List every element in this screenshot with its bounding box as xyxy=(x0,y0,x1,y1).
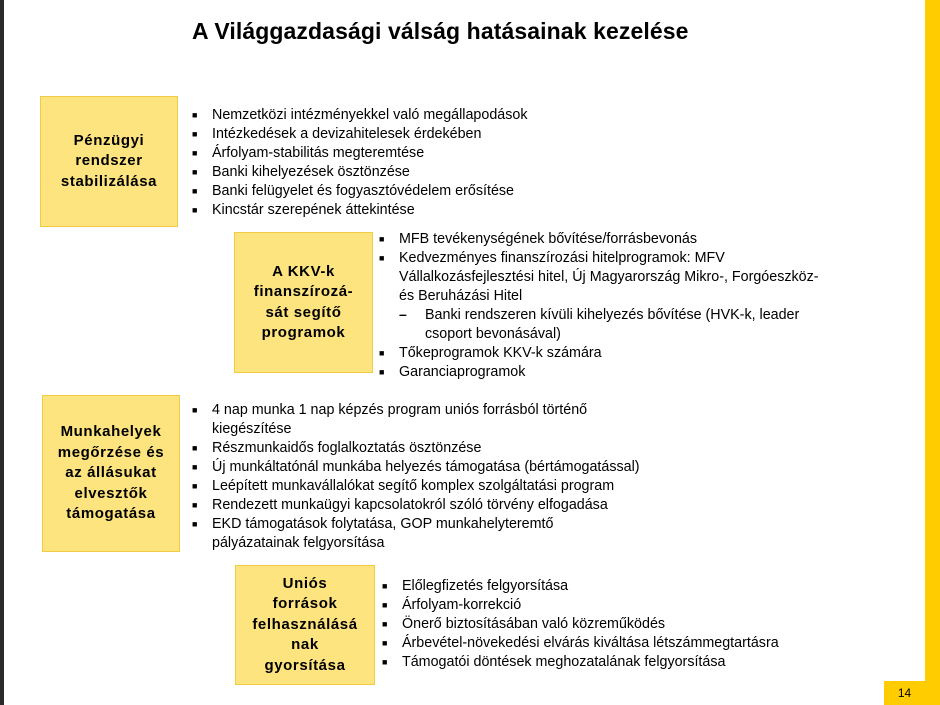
bullet-icon: ■ xyxy=(192,462,198,472)
bullet-icon: ■ xyxy=(192,110,198,120)
list-item: ■ MFB tevékenységének bővítése/forrásbevonás xyxy=(379,231,698,247)
bullet-icon: ■ xyxy=(379,348,385,358)
box-line: nak xyxy=(291,636,319,654)
bullet-icon: ■ xyxy=(192,481,198,491)
bullet-icon: ■ xyxy=(192,129,198,139)
box-line: támogatása xyxy=(66,505,156,523)
box-line: Pénzügyi xyxy=(73,131,145,149)
list-item: ■ Intézkedések a devizahitelesek érdekében xyxy=(192,126,482,142)
bullet-icon: ■ xyxy=(192,186,198,196)
box-line: források xyxy=(272,595,338,613)
bullet-icon: ■ xyxy=(192,405,198,415)
bullet-icon: ■ xyxy=(192,167,198,177)
bullet-icon: ■ xyxy=(382,657,388,667)
dash-icon: – xyxy=(399,306,407,322)
list-item: ■ Támogatói döntések meghozatalának felgyorsítása xyxy=(382,654,726,670)
box-line: rendszer xyxy=(75,152,143,170)
list-item: ■ Árfolyam-stabilitás megteremtése xyxy=(192,145,425,161)
page-number: 14 xyxy=(884,681,925,705)
bullet-icon: ■ xyxy=(192,148,198,158)
list-item-continuation: kiegészítése xyxy=(212,421,292,437)
bullet-icon: ■ xyxy=(382,581,388,591)
box-line: A KKV-k xyxy=(272,262,335,280)
slide-title: A Világgazdasági válság hatásainak kezelése xyxy=(192,18,689,44)
bullet-icon: ■ xyxy=(192,205,198,215)
bullet-icon: ■ xyxy=(379,367,385,377)
box-line: Uniós xyxy=(282,574,328,592)
box-line: elvesztők xyxy=(74,484,148,502)
box-line: Munkahelyek xyxy=(60,423,162,441)
list-item-continuation: Vállalkozásfejlesztési hitel, Új Magyarország Mikro-, Forgóeszköz- xyxy=(399,269,819,285)
list-item: ■ Kedvezményes finanszírozási hitelprogramok: MFV xyxy=(379,250,725,266)
box-sme-financing xyxy=(234,232,373,373)
list-item: ■ Kincstár szerepének áttekintése xyxy=(192,202,415,218)
list-financial-measures xyxy=(192,106,527,220)
list-item: ■ Tőkeprogramok KKV-k számára xyxy=(379,345,602,361)
sub-list-item-continuation: csoport bevonásával) xyxy=(425,326,561,342)
list-item: ■ Részmunkaidős foglalkoztatás ösztönzése xyxy=(192,440,482,456)
list-item: ■ Leépített munkavállalókat segítő komplex szolgáltatási program xyxy=(192,478,615,494)
list-job-measures xyxy=(192,401,640,553)
bullet-icon: ■ xyxy=(192,519,198,529)
list-item: ■ 4 nap munka 1 nap képzés program uniós forrásból történő xyxy=(192,402,588,418)
list-item-continuation: és Beruházási Hitel xyxy=(399,288,523,304)
list-sme-programs xyxy=(379,230,819,382)
box-line: az állásukat xyxy=(65,464,157,482)
list-item: ■ Rendezett munkaügyi kapcsolatokról szóló törvény elfogadása xyxy=(192,497,608,513)
box-line: felhasználásá xyxy=(252,615,358,633)
list-item: ■ Árfolyam-korrekció xyxy=(382,597,522,613)
box-financial-stabilization xyxy=(40,96,178,227)
list-eu-funds-measures xyxy=(382,577,779,672)
bullet-icon: ■ xyxy=(379,253,385,263)
bullet-icon: ■ xyxy=(379,234,385,244)
list-item: ■ EKD támogatások folytatása, GOP munkahelyteremtő xyxy=(192,516,554,532)
bullet-icon: ■ xyxy=(382,638,388,648)
list-item: ■ Előlegfizetés felgyorsítása xyxy=(382,578,569,594)
box-line: stabilizálása xyxy=(60,172,158,190)
left-edge-bar xyxy=(0,0,4,705)
sub-list-item: – Banki rendszeren kívüli kihelyezés bővítése (HVK-k, leader xyxy=(399,306,800,323)
box-line: gyorsítása xyxy=(264,656,346,674)
list-item: ■ Banki felügyelet és fogyasztóvédelem erősítése xyxy=(192,183,514,199)
bullet-icon: ■ xyxy=(192,500,198,510)
bullet-icon: ■ xyxy=(192,443,198,453)
right-accent-bar xyxy=(925,0,940,705)
box-line: programok xyxy=(261,324,346,341)
box-line: finanszírozá- xyxy=(253,283,354,300)
list-item: ■ Banki kihelyezések ösztönzése xyxy=(192,164,410,180)
bullet-icon: ■ xyxy=(382,619,388,629)
box-job-protection xyxy=(42,395,180,552)
bullet-icon: ■ xyxy=(382,600,388,610)
list-item: ■ Önerő biztosításában való közreműködés xyxy=(382,616,666,632)
list-item: ■ Új munkáltatónál munkába helyezés támogatása (bértámogatással) xyxy=(192,459,640,475)
list-item: ■ Nemzetközi intézményekkel való megállapodások xyxy=(192,107,528,123)
list-item: ■ Árbevétel-növekedési elvárás kiváltása létszámmegtartásra xyxy=(382,635,779,651)
list-item-continuation: pályázatainak felgyorsítása xyxy=(212,535,385,551)
box-line: sát segítő xyxy=(265,303,342,321)
box-line: megőrzése és xyxy=(57,443,165,461)
box-eu-funds xyxy=(235,565,375,685)
list-item: ■ Garanciaprogramok xyxy=(379,364,526,380)
